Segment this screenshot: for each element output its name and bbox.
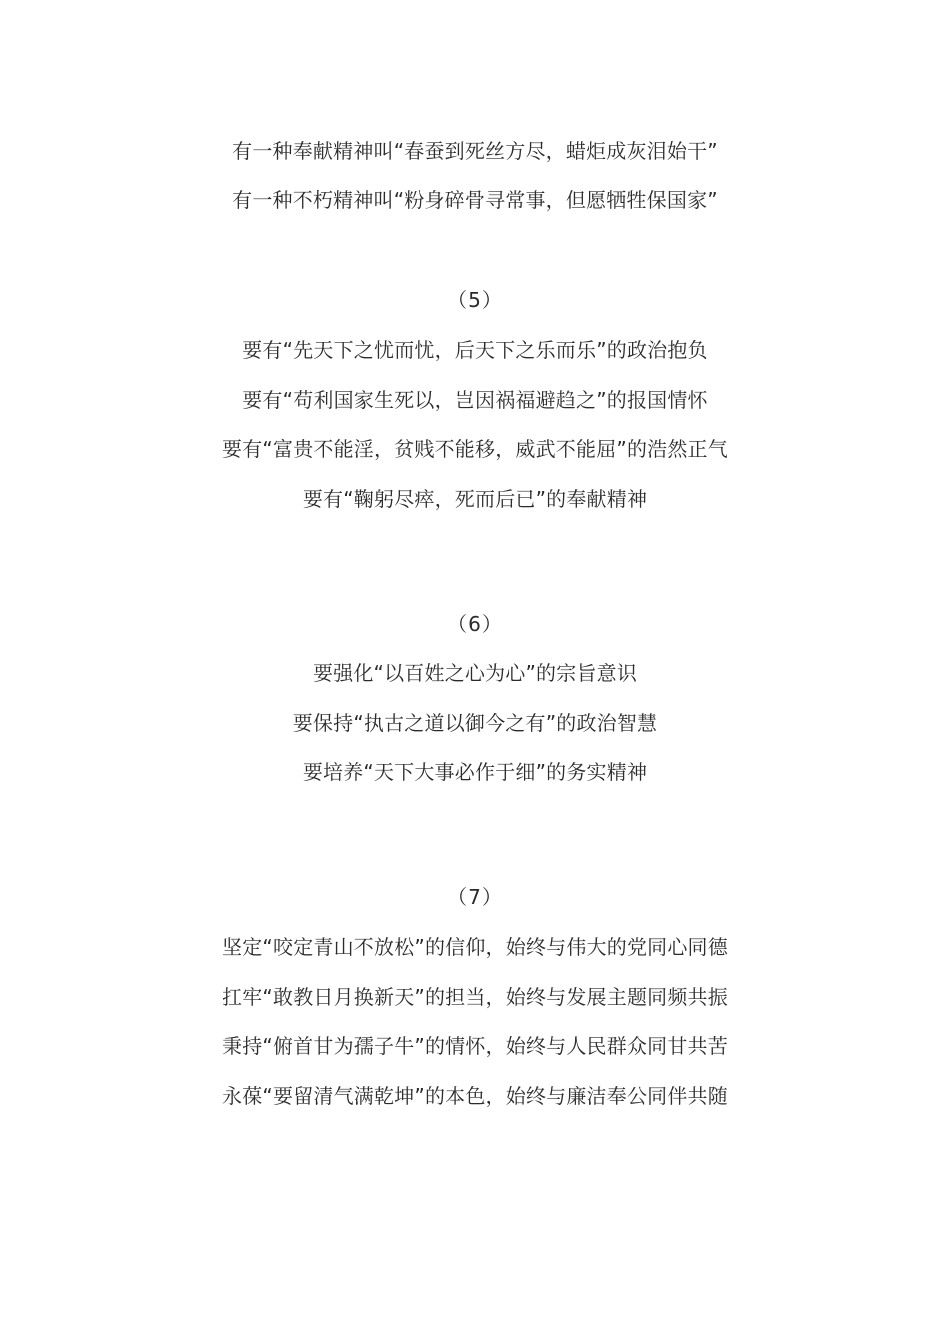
section-heading: （5） <box>447 288 503 312</box>
section-line: 要保持“执古之道以御今之有”的政治智慧 <box>292 711 658 735</box>
section-heading: （7） <box>447 885 503 909</box>
section-line: 永葆“要留清气满乾坤”的本色，始终与廉洁奉公同伴共随 <box>222 1084 728 1108</box>
section-line: 要培养“天下大事必作于细”的务实精神 <box>302 760 648 784</box>
section-line: 秉持“俯首甘为孺子牛”的情怀，始终与人民群众同甘共苦 <box>222 1034 728 1058</box>
section-line: 要有“富贵不能淫，贫贱不能移，威武不能屈”的浩然正气 <box>222 437 728 461</box>
section-line: 要有“苟利国家生死以，岂因祸福避趋之”的报国情怀 <box>242 388 708 412</box>
intro-line: 有一种奉献精神叫“春蚕到死丝方尽，蜡炬成灰泪始干” <box>232 139 718 163</box>
intro-line: 有一种不朽精神叫“粉身碎骨寻常事，但愿牺牲保国家” <box>232 188 718 212</box>
section-line: 要有“先天下之忧而忧，后天下之乐而乐”的政治抱负 <box>242 338 708 362</box>
section-line: 扛牢“敢教日月换新天”的担当，始终与发展主题同频共振 <box>222 985 728 1009</box>
section-heading: （6） <box>447 612 503 636</box>
section-line: 要强化“以百姓之心为心”的宗旨意识 <box>312 661 638 685</box>
section-line: 坚定“咬定青山不放松”的信仰，始终与伟大的党同心同德 <box>222 935 728 959</box>
section-line: 要有“鞠躬尽瘁，死而后已”的奉献精神 <box>302 487 648 511</box>
